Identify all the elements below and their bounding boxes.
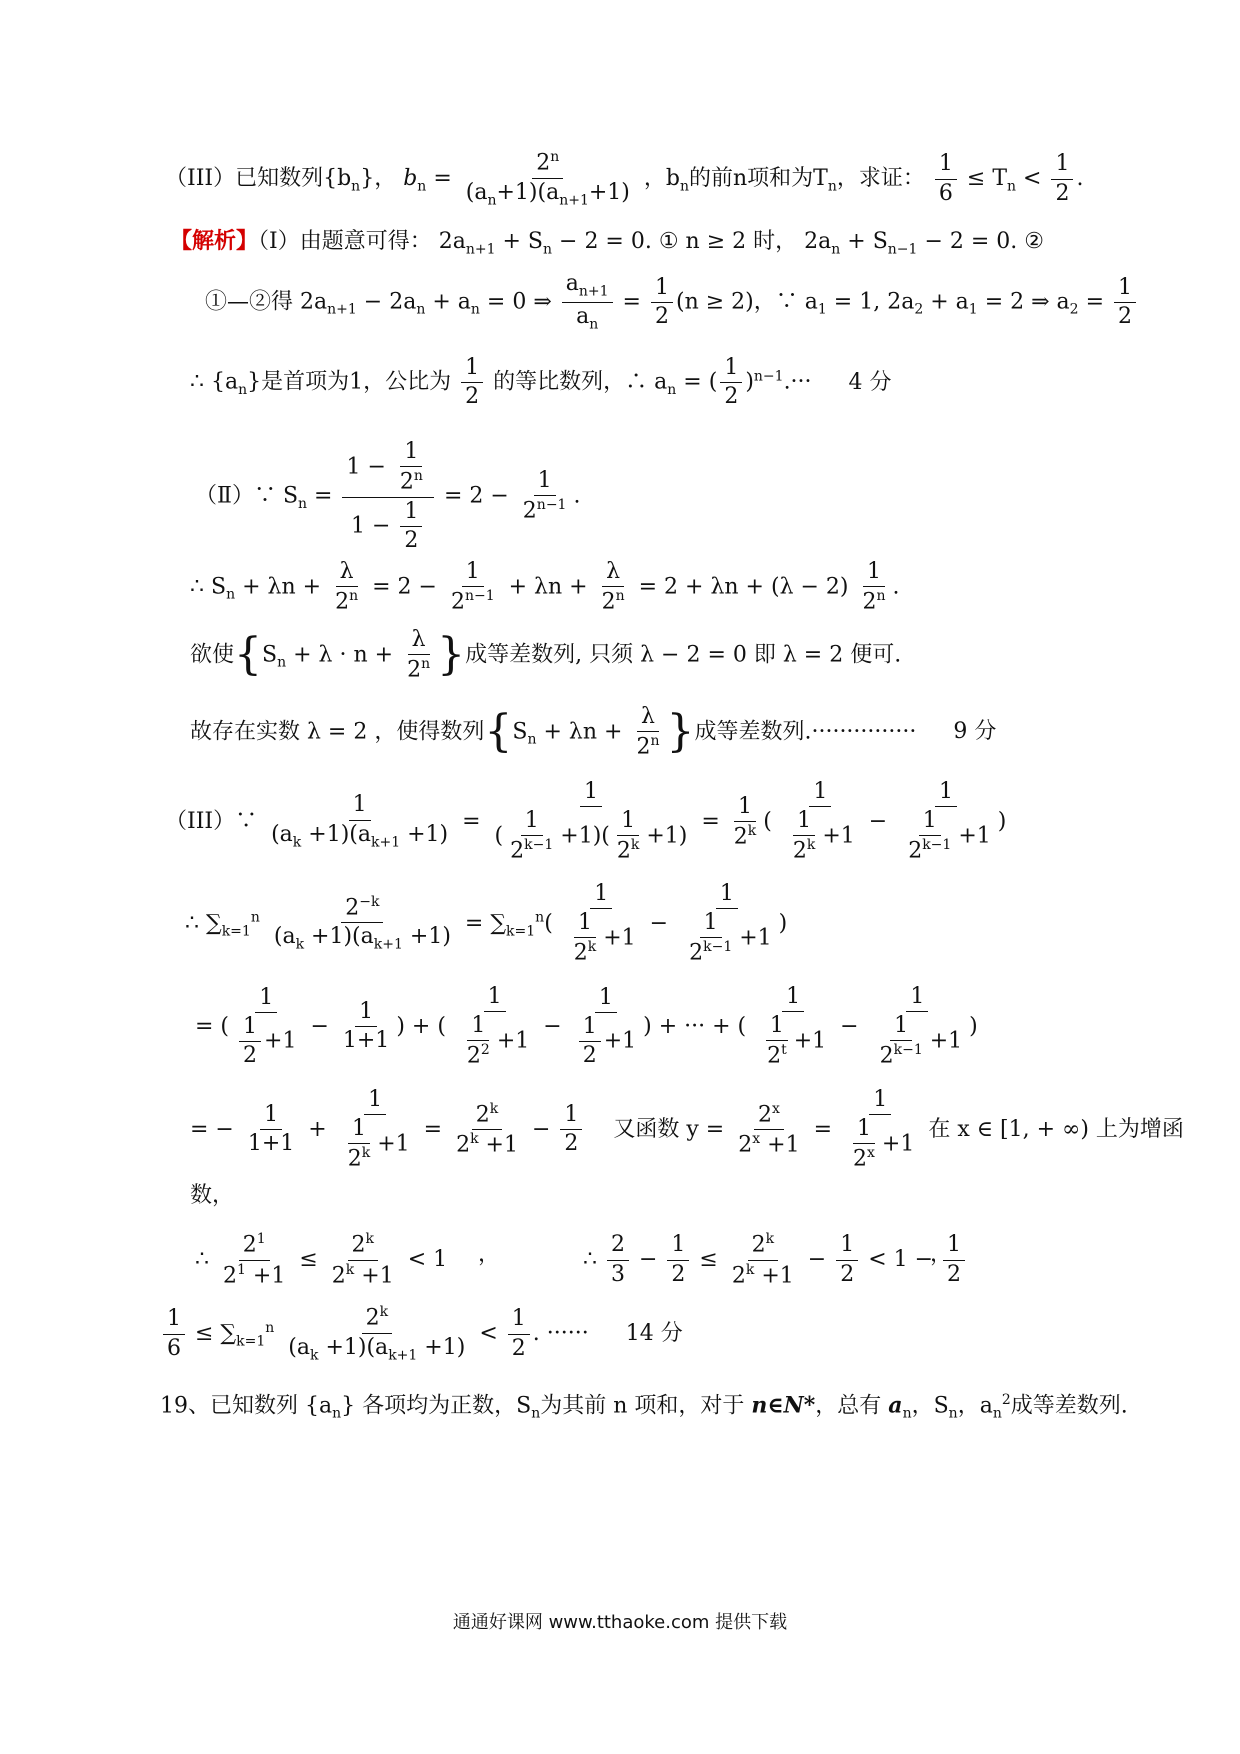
part3-inequality-2: ∴ $\frac{2}{3}$ − $\frac{1}{2}$ ≤ $\frac{2^k}{2^k +1}$ − $\frac{1}{2}$ < 1 − $\frac{1}{2}$ [583, 1232, 968, 1288]
analysis-line-1: 【解析】（Ⅰ）由题意可得： $2a_{n+1} + S_n - 2 = 0$. ① n ≥ 2 时， $2a_n + S_{n-1} - 2 = 0$. ② [170, 228, 1044, 258]
analysis-tag: 【解析】 [170, 228, 259, 254]
part2-line-1: （Ⅱ）∵ $S_n$ = 1 − $\frac{1}{2^n}$ 1 − $\frac{1}{2}$ = 2 − $\frac{1}{2^{n-1}}$ . [195, 439, 581, 553]
part3-final: $\frac{1}{6}$ ≤ $\sum_{k=1}^n$ $\frac{2^k}{(a_k +1)(a_{k+1} +1)}$ < $\frac{1}{2}$ . ······ 14 分 [160, 1305, 683, 1363]
part2-line-2: ∴ $S_n + \lambda n$ + $\frac{\lambda}{2^n}$ = 2 − $\frac{1}{2^{n-1}}$ + λn + $\frac{\lambda}{2^n}$ = 2 + λn + (λ − 2) $\frac{1}{2^n}$ . [190, 559, 900, 615]
part3-result: = − $\frac{1}{1+1}$ + 1 $\frac{1}{2^k}$ +1 = $\frac{2^k}{2^k +1}$ − $\frac{1}{2}$ 又函数 y = $\frac{2^x}{2^x +1}$ = 1 $\frac{1}{2^x}$ +1 在 x ∈ [1, + ∞) 上为增函 [190, 1087, 1184, 1172]
bn-fraction: $\frac{2^n}{(a_n+1)(a_{n+1}+1)}$ [465, 149, 630, 208]
part2-conclusion: 故存在实数 λ = 2 ，使得数列{$S_n + \lambda n$ + $\frac{\lambda}{2^n}$ }成等差数列.··············· 9 分 [190, 704, 997, 760]
part2-condition: 欲使{$S_n + \lambda \cdot n$ + $\frac{\lambda}{2^n}$ }成等差数列, 只须 λ − 2 = 0 即 λ = 2 便可. [190, 627, 902, 683]
part3-continuation: 数， [190, 1183, 235, 1208]
score-14: 14 分 [625, 1321, 683, 1347]
score-9: 9 分 [953, 719, 997, 745]
score-4: 4 分 [848, 369, 892, 395]
footer-credit: 通通好课网 www.tthaoke.com 提供下载 [452, 1612, 788, 1633]
question-19: 19、已知数列 $\{a_n\}$ 各项均为正数，$S_n$为其前 n 项和，对于 n∈N*，总有 $a_n$，$S_n$，$a_n^2$成等差数列. [160, 1392, 1128, 1422]
part3-comma-1: ， [478, 1242, 501, 1267]
part3-line-1: （III）∵ $\frac{1}{(a_k +1)(a_{k+1} +1)}$ = 1 ( $\frac{1}{2^{k-1}}$ +1)( $\frac{1}{2^k}$ +1) = $\frac{1}{2^k}$ ( 1 $\frac{1}{2^k}$ +1 − 1 $\frac{1}{2^{k-1}}$ +1 ) [165, 779, 1007, 864]
analysis-line-3: ∴ $\{a_n\}$是首项为1，公比为 $\frac{1}{2}$ 的等比数列，∴ $a_n$ = ( $\frac{1}{2}$ )$^{n-1}$.··· 4 分 [190, 355, 892, 410]
part3-comma-2: ， [930, 1242, 953, 1267]
part3-telescoping: = ( 1 $\frac{1}{2}$ +1 − $\frac{1}{1+1}$ ) + ( 1 $\frac{1}{2^2}$ +1 − 1 $\frac{1}{2}$ +1 ) + ··· + ( 1 $\frac{1}{2^t}$ +1 − 1 $\frac{1}{2^{k-1}}$ +1 ) [195, 984, 978, 1069]
part3-sum: ∴ $\sum_{k=1}^n$ $\frac{2^{-k}}{(a_k +1)(a_{k+1} +1)}$ = $\sum_{k=1}^n$( 1 $\frac{1}{2^k}$ +1 − 1 $\frac{1}{2^{k-1}}$ +1 ) [185, 881, 788, 966]
analysis-line-2: ①—②得 $2a_{n+1} - 2a_n + a_n = 0$ ⇒ $\frac{a_{n+1}}{a_n}$ = $\frac{1}{2}$ (n ≥ 2)，∵ $a_1 = 1$, $2a_2 + a_1 = 2$ ⇒ $a_2$ = $\frac{1}{2}$ [205, 272, 1139, 333]
part3-problem: （III）已知数列$\{b_n\}$， $b_n$ = $\frac{2^n}{(a_n+1)(a_{n+1}+1)}$ ，$b_n$的前n项和为$T_n$，求证： $\frac{1}{6}$ ≤ $T_n$ < $\frac{1}{2}$ . [165, 149, 1084, 208]
part3-inequality-1: ∴ $\frac{2^1}{2^1 +1}$ ≤ $\frac{2^k}{2^k +1}$ < 1 [195, 1231, 448, 1288]
